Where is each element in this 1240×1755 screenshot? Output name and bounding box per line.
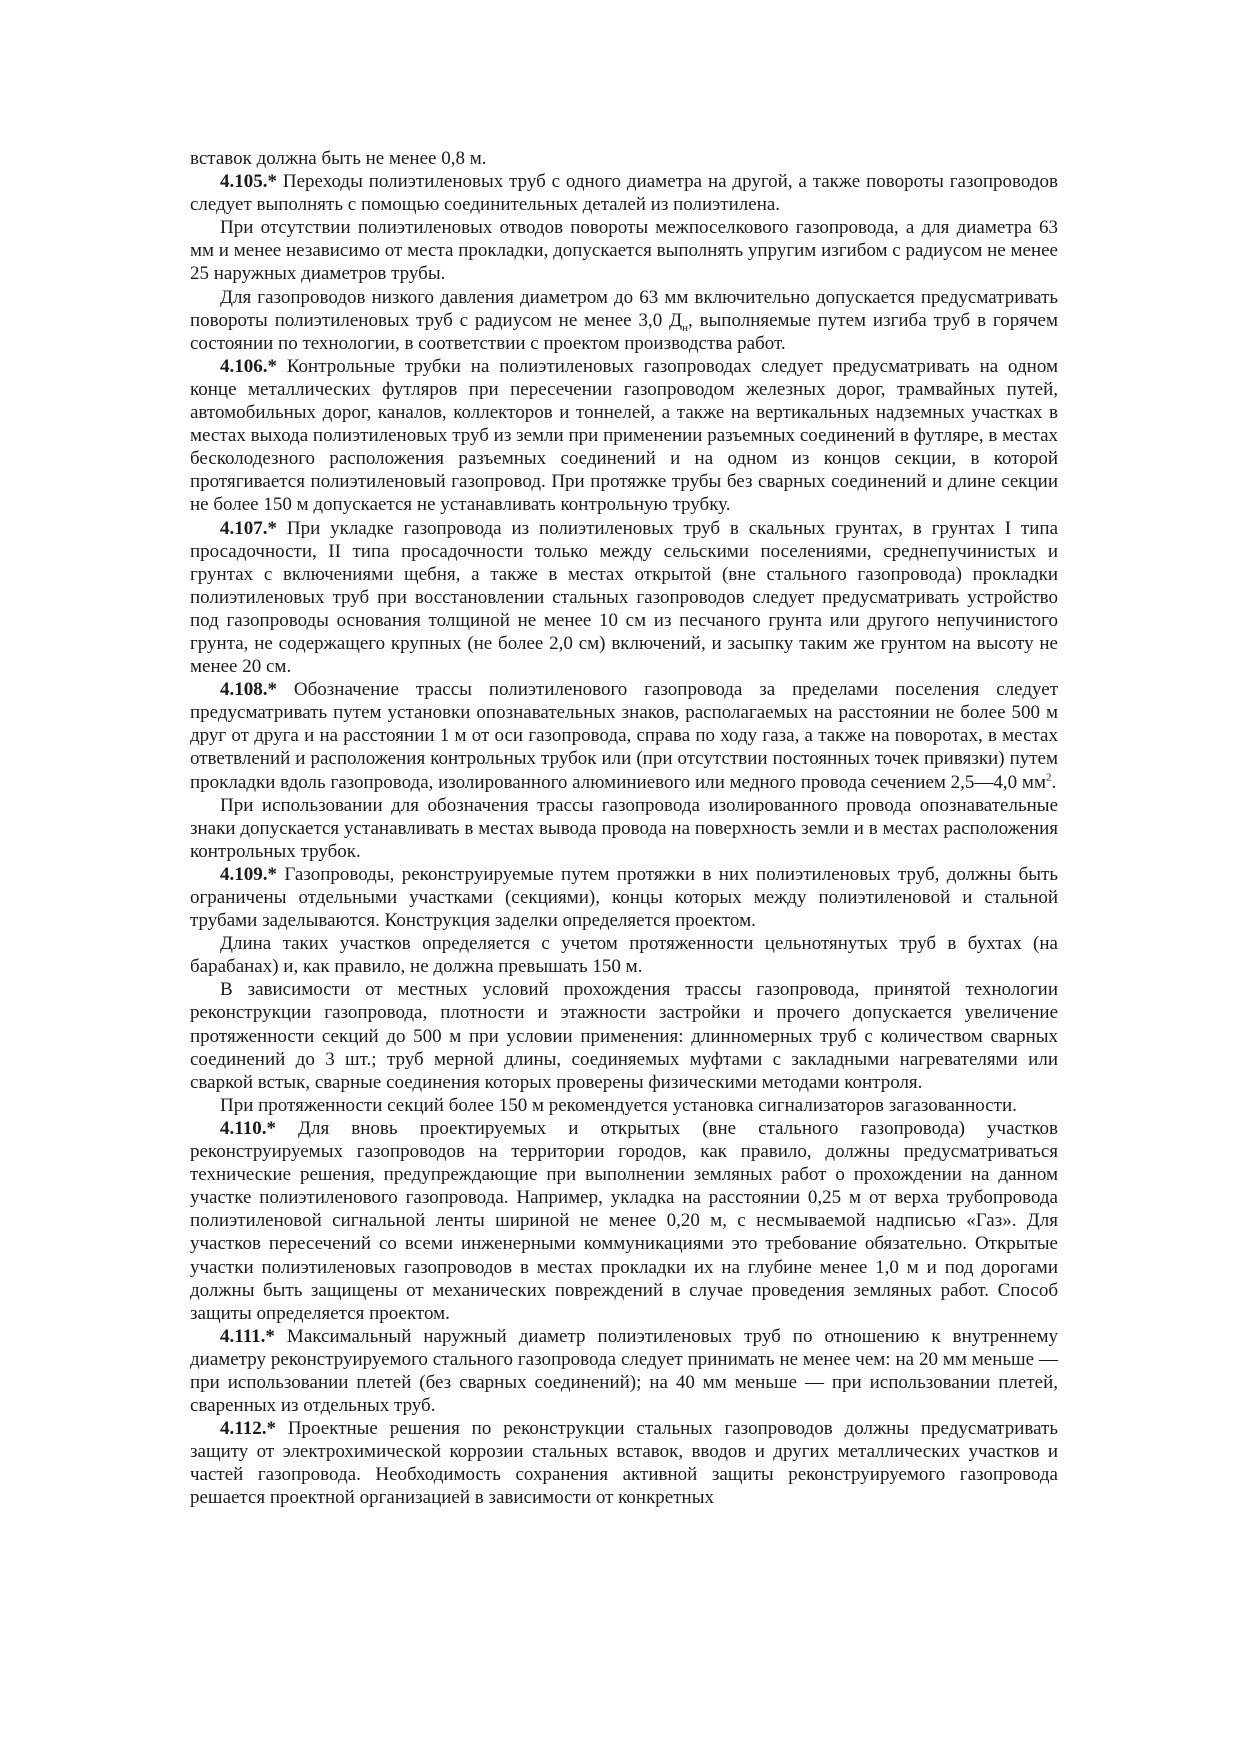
paragraph-text: Длина таких участков определяется с учетом протяженности цельнотянутых труб в бухтах (на барабанах) и, как правило, не должна превышать 150 м. xyxy=(190,933,1058,978)
clause-number: 4.111.* xyxy=(220,1325,275,1347)
paragraph-text: Проектные решения по реконструкции стальных газопроводов должны предусматривать защиту от электрохимической коррозии стальных вставок, вводов и других металлических участков и частей газопровода. Необходимость сохранения активной защиты реконструируемого газопровода решается проектной организацией в зависимости от конкретных xyxy=(190,1418,1058,1509)
clause-4-109 xyxy=(190,863,1058,932)
paragraph-text: вставок должна быть не менее 0,8 м. xyxy=(190,148,487,169)
paragraph-text: Газопроводы, реконструируемые путем протяжки в них полиэтиленовых труб, должны быть ограничены отдельными участками (секциями), концы которых между полиэтиленовой и стальной трубами заделываются. Конструкция заделки определяется проектом. xyxy=(190,863,1058,932)
clause-4-110 xyxy=(190,1117,1058,1325)
paragraph xyxy=(190,932,1058,978)
paragraph-text: , выполняемые путем изгиба труб в горячем состоянии по технологии, в соответствии с проектом производства работ. xyxy=(190,309,1058,354)
paragraph-text: Для вновь проектируемых и открытых (вне стального газопровода) участков реконструируемых газопроводов на территории городов, как правило, должны предусматриваться технические решения, предупреждающие при выполнении земляных работ о прохождении на данном участке полиэтиленового газопровода. Например, укладка на расстоянии 0,25 м от верха трубопровода полиэтиленовой сигнальной ленты шириной не менее 0,20 м, с несмываемой надписью «Газ». Для участков пересечений со всеми инженерными коммуникациями это требование обязательно. Открытые участки полиэтиленовых газопроводов в местах прокладки их на глубине менее 1,0 м и под дорогами должны быть защищены от механических повреждений в случае проведения земляных работ. Способ защиты определяется проектом. xyxy=(190,1117,1058,1324)
paragraph-text: В зависимости от местных условий прохождения трассы газопровода, принятой технологии реконструкции газопровода, плотности и этажности застройки и прочего допускается увеличение протяженности секций до 500 м при условии применения: длинномерных труб с количеством сварных соединений до 3 шт.; труб мерной длины, соединяемых муфтами с закладными нагревателями или сваркой встык, сварные соединения которых проверены физическими методами контроля. xyxy=(190,979,1058,1093)
clause-number: 4.106.* xyxy=(220,355,277,377)
clause-number: 4.112.* xyxy=(220,1418,276,1440)
clause-4-111 xyxy=(190,1325,1058,1417)
paragraph-text: Переходы полиэтиленовых труб с одного диаметра на другой, а также повороты газопроводов следует выполнять с помощью соединительных деталей из полиэтилена. xyxy=(190,171,1058,216)
paragraph xyxy=(190,1094,1058,1117)
paragraph xyxy=(190,978,1058,1093)
clause-4-105 xyxy=(190,170,1058,216)
superscript: 2 xyxy=(1045,771,1052,784)
paragraph-text: При отсутствии полиэтиленовых отводов повороты межпоселкового газопровода, а для диаметра 63 мм и менее независимо от места прокладки, допускается выполнять упругим изгибом с радиусом не менее 25 наружных диаметров трубы. xyxy=(190,217,1058,285)
paragraph-text: Максимальный наружный диаметр полиэтиленовых труб по отношению к внутреннему диаметру реконструируемого стального газопровода следует принимать не менее чем: на 20 мм меньше — при использовании плетей (без сварных соединений); на 40 мм меньше — при использовании плетей, сваренных из отдельных труб. xyxy=(190,1325,1058,1417)
clause-number: 4.107.* xyxy=(220,517,277,539)
paragraph-text: Контрольные трубки на полиэтиленовых газопроводах следует предусматривать на одном конце металлических футляров при пересечении газопроводом железных дорог, трамвайных путей, автомобильных дорог, каналов, коллекторов и тоннелей, а также на вертикальных надземных участках в местах выхода полиэтиленовых труб из земли при применении разъемных соединений в футляре, в местах бесколодезного расположения разъемных соединений и на одном из концов секции, в которой протягивается полиэтиленовый газопровод. При протяжке трубы без сварных соединений и длине секции не более 150 м допускается не устанавливать контрольную трубку. xyxy=(190,355,1058,516)
subscript: н xyxy=(682,321,688,334)
clause-number: 4.110.* xyxy=(220,1117,276,1139)
paragraph-text: Обозначение трассы полиэтиленового газопровода за пределами поселения следует предусматривать путем установки опознавательных знаков, располагаемых на расстоянии не более 500 м друг от друга и на расстоянии 1 м от оси газопровода, справа по ходу газа, а также на поворотах, в местах ответвлений и расположения контрольных трубок или (при отсутствии постоянных точек привязки) путем прокладки вдоль газопровода, изолированного алюминиевого или медного провода сечением 2,5—4,0 мм xyxy=(190,679,1058,793)
paragraph-text: При протяженности секций более 150 м рекомендуется установка сигнализаторов загазованности. xyxy=(220,1094,1017,1116)
paragraph xyxy=(190,794,1058,863)
paragraph xyxy=(190,216,1058,285)
paragraph-text: . xyxy=(1051,771,1057,793)
paragraph-text: При использовании для обозначения трассы газопровода изолированного провода опознавательные знаки допускается устанавливать в местах вывода провода на поверхность земли и в местах расположения контрольных трубок. xyxy=(190,794,1058,862)
clause-4-112 xyxy=(190,1417,1058,1509)
paragraph-text: При укладке газопровода из полиэтиленовых труб в скальных грунтах, в грунтах I типа просадочности, II типа просадочности только между сельскими поселениями, среднепучинистых и грунтах с включениями щебня, а также в местах открытой (вне стального газопровода) прокладки полиэтиленовых труб при восстановлении стальных газопроводов следует предусматривать устройство под газопроводы основания толщиной не менее 10 см из песчаного грунта или другого непучинистого грунта, не содержащего крупных (не более 2,0 см) включений, и засыпку таким же грунтом на высоту не менее 20 см. xyxy=(190,517,1058,678)
clause-4-106 xyxy=(190,355,1058,517)
clause-number: 4.108.* xyxy=(220,679,277,701)
paragraph xyxy=(190,286,1058,355)
clause-4-107 xyxy=(190,517,1058,679)
clause-number: 4.105.* xyxy=(220,171,277,193)
clause-number: 4.109.* xyxy=(220,863,277,885)
clause-4-108 xyxy=(190,678,1058,793)
paragraph-continuation xyxy=(190,147,1058,170)
paragraph-text: Для газопроводов низкого давления диаметром до 63 мм включительно допускается предусматривать повороты полиэтиленовых труб с радиусом не менее 3,0 Д xyxy=(190,286,1058,331)
